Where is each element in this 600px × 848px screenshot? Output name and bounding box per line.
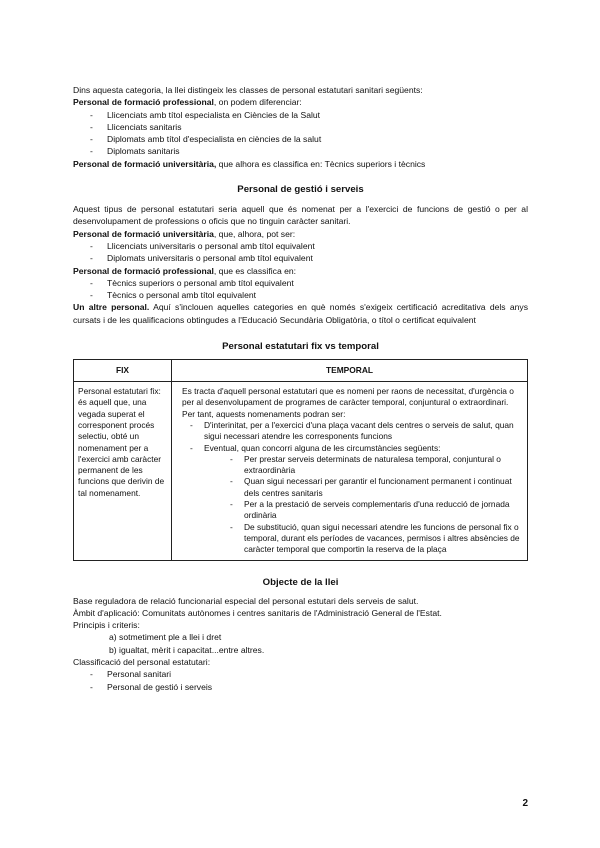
list-item: - Diplomats universitaris o personal amb títol equivalent	[73, 252, 528, 264]
list-item: - Llicenciats amb títol especialista en Ciències de la Salut	[73, 109, 528, 121]
prof-rest: , on podem diferenciar:	[213, 97, 302, 108]
objecte-classificacio: Classificació del personal estatutari:	[73, 656, 211, 667]
fix-cell: Personal estatutari fix: és aquell que, una vegada superat el corresponent procés selectiu, obté un nomenament per a l'exercici amb caràcter permanent de les funcions que derivin de tal nomenament.	[74, 382, 172, 560]
list-item-eventual	[182, 443, 521, 556]
gestio-univ-label: Personal de formació universitària	[73, 228, 214, 239]
list-item: - Per prestar serveis determinats de naturalesa temporal, conjuntural o extraordinària	[204, 454, 521, 477]
list-item: - Llicenciats sanitaris	[73, 121, 528, 133]
univ-label: Personal de formació universitària,	[73, 158, 217, 169]
prof-heading	[73, 96, 528, 108]
column-header-temporal: TEMPORAL	[172, 360, 528, 382]
list-item: - Diplomats amb títol d'especialista en ciències de la salut	[73, 133, 528, 145]
objecte-base: Base reguladora de relació funcionarial especial del personal estutari dels serveis de salut.	[73, 595, 419, 606]
table-header-row	[74, 360, 528, 382]
list-item: - Quan sigui necessari per garantir el funcionament permanent i continuat dels centres sanitaris	[204, 476, 521, 499]
list-item: - Personal sanitari	[73, 668, 528, 680]
prof-list	[73, 109, 528, 158]
gestio-univ-list	[73, 240, 528, 265]
list-item: - Personal de gestió i serveis	[73, 681, 528, 693]
temporal-types-list	[182, 420, 521, 556]
gestio-prof-rest: , que es classifica en:	[213, 265, 297, 276]
gestio-prof-list	[73, 277, 528, 302]
gestio-univ-rest: , que, alhora, pot ser:	[213, 228, 296, 239]
list-item: - Per a la prestació de serveis complementaris d'una reducció de jornada ordinària	[204, 499, 521, 522]
list-item: - Diplomats sanitaris	[73, 145, 528, 157]
eventual-list	[204, 454, 521, 556]
classificacio-list	[73, 668, 528, 693]
temporal-intro: Es tracta d'aquell personal estatutari que es nomeni per raons de necessitat, d'urgència o per al desenvolupament de programes de caràcter temporal, conjuntural o extraordinari. Per tant, aquests nomenaments podran ser:	[182, 386, 514, 419]
list-item: - Tècnics superiors o personal amb títol equivalent	[73, 277, 528, 289]
objecte-principis: Principis i criteris:	[73, 620, 140, 631]
temporal-cell	[172, 382, 528, 560]
page-number: 2	[522, 798, 528, 809]
gestio-title: Personal de gestió i serveis	[237, 184, 364, 196]
univ-line	[73, 158, 528, 170]
altre-label: Un altre personal.	[73, 302, 150, 313]
gestio-paragraph: Aquest tipus de personal estatutari seria aquell que és nomenat per a l'exercici de funcions de gestió o per al desenvolupament de professions o oficis que no tinguin caràcter sanitari.	[73, 204, 528, 227]
list-item: - Tècnics o personal amb títol equivalent	[73, 289, 528, 301]
list-item-interinitat: - D'interinitat, per a l'exercici d'una plaça vacant dels centres o serveis de salut, quan sigui necessari atendre les corresponents funcions	[182, 420, 521, 443]
gestio-prof-label: Personal de formació professional	[73, 265, 214, 276]
gestio-prof-heading	[73, 265, 528, 277]
principi-a: a) sotmetiment ple a llei i dret	[109, 632, 222, 643]
list-item: - De substitució, quan sigui necessari atendre les funcions de personal fix o temporal, durant els períodes de vacances, permisos i altres absències de caràcter temporal que comportin la reserva de la plaça	[204, 522, 521, 556]
prof-label: Personal de formació professional	[73, 97, 214, 108]
page-content	[73, 84, 528, 693]
list-item: - Llicenciats universitaris o personal amb títol equivalent	[73, 240, 528, 252]
principi-b: b) igualtat, mèrit i capacitat...entre altres.	[109, 644, 265, 655]
table-row	[74, 382, 528, 560]
objecte-ambit: Àmbit d'aplicació: Comunitats autònomes i centres sanitaris de l'Administració General de l'Estat.	[73, 607, 442, 618]
altre-paragraph	[73, 301, 528, 326]
column-header-fix: FIX	[74, 360, 172, 382]
objecte-title: Objecte de la llei	[262, 576, 339, 588]
fix-temporal-table	[73, 359, 528, 560]
gestio-univ-heading	[73, 228, 528, 240]
altre-rest: Aquí s'inclouen aquelles categories en què només s'exigeix certificació acreditativa dels anys cursats i de les qualificacions obtingudes a l'Educació Secundària Obligatòria, o títol o certificat equivalent	[73, 302, 528, 325]
intro-line: Dins aquesta categoria, la llei distingeix les classes de personal estatutari sanitari següents:	[73, 85, 423, 95]
fix-temporal-title: Personal estatutari fix vs temporal	[222, 341, 379, 353]
univ-rest: que alhora es classifica en: Tècnics superiors i tècnics	[216, 158, 426, 169]
eventual-text: Eventual, quan concorri alguna de les circumstàncies següents:	[204, 442, 441, 453]
